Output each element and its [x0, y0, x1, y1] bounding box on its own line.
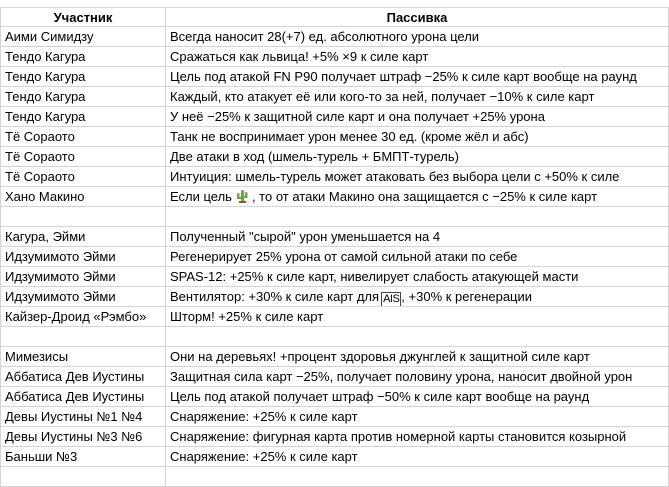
table-row	[0, 67, 669, 87]
participant-cell[interactable]: Тендо Кагура	[0, 87, 166, 107]
participant-cell[interactable]: Идзумимото Эйми	[0, 287, 166, 307]
participant-cell[interactable]	[0, 467, 166, 487]
table-row	[0, 347, 669, 367]
participant-cell[interactable]: Идзумимото Эйми	[0, 247, 166, 267]
table-row	[0, 87, 669, 107]
header-row	[0, 7, 669, 27]
participant-cell[interactable]: Идзумимото Эйми	[0, 267, 166, 287]
passive-cell[interactable]: Интуиция: шмель-турель может атаковать без выбора цели с +50% к силе	[166, 167, 669, 187]
participant-cell[interactable]: Аими Симидзу	[0, 27, 166, 47]
passive-cell[interactable]	[166, 467, 669, 487]
passive-text-before: Вентилятор: +30% к силе карт для	[170, 289, 380, 304]
passive-cell[interactable]: Всегда наносит 28(+7) ед. абсолютного урона цели	[166, 27, 669, 47]
passive-cell[interactable]: Каждый, кто атакует её или кого-то за ней, получает −10% к силе карт	[166, 87, 669, 107]
table-row	[0, 367, 669, 387]
header-participant[interactable]: Участник	[0, 7, 166, 27]
passive-cell[interactable]	[166, 287, 669, 307]
table-row	[0, 147, 669, 167]
table-row	[0, 167, 669, 187]
participant-cell[interactable]	[0, 327, 166, 347]
table-row	[0, 287, 669, 307]
passive-cell[interactable]: Полученный "сырой" урон уменьшается на 4	[166, 227, 669, 247]
table-row	[0, 427, 669, 447]
passive-cell[interactable]: Цель под атакой получает штраф −50% к силе карт вообще на раунд	[166, 387, 669, 407]
participant-cell[interactable]: Кайзер-Дроид «Рэмбо»	[0, 307, 166, 327]
table-row	[0, 227, 669, 247]
passive-cell[interactable]: Снаряжение: +25% к силе карт	[166, 407, 669, 427]
passive-cell[interactable]: У неё −25% к защитной силе карт и она получает +25% урона	[166, 107, 669, 127]
passive-cell[interactable]	[166, 187, 669, 207]
header-passive[interactable]: Пассивка	[166, 7, 669, 27]
passive-cell[interactable]: Снаряжение: фигурная карта против номерной карты становится козырной	[166, 427, 669, 447]
passive-cell[interactable]: Сражаться как львица! +5% ×9 к силе карт	[166, 47, 669, 67]
passive-cell[interactable]: Шторм! +25% к силе карт	[166, 307, 669, 327]
table-row	[0, 187, 669, 207]
participant-cell[interactable]	[0, 207, 166, 227]
table-row	[0, 47, 669, 67]
passive-cell[interactable]	[166, 207, 669, 227]
table-row	[0, 107, 669, 127]
participant-cell[interactable]: Баньши №3	[0, 447, 166, 467]
table-row	[0, 267, 669, 287]
participant-cell[interactable]: Кагура, Эйми	[0, 227, 166, 247]
table-row	[0, 407, 669, 427]
table-row	[0, 27, 669, 47]
passive-cell[interactable]: Защитная сила карт −25%, получает половину урона, наносит двойной урон	[166, 367, 669, 387]
participant-cell[interactable]: Аббатиса Дев Иустины	[0, 387, 166, 407]
passive-cell[interactable]: Танк не воспринимает урон менее 30 ед. (кроме жёл и абс)	[166, 127, 669, 147]
participant-cell[interactable]: Аббатиса Дев Иустины	[0, 367, 166, 387]
passive-text-after: , +30% к регенерации	[401, 289, 533, 304]
participant-cell[interactable]: Хано Макино	[0, 187, 166, 207]
passive-cell[interactable]: Регенерирует 25% урона от самой сильной атаки по себе	[166, 247, 669, 267]
passive-cell[interactable]: Цель под атакой FN P90 получает штраф −25% к силе карт вообще на раунд	[166, 67, 669, 87]
table-row	[0, 327, 669, 347]
participant-cell[interactable]: Девы Иустины №1 №4	[0, 407, 166, 427]
participant-cell[interactable]: Тендо Кагура	[0, 107, 166, 127]
passive-cell[interactable]: Снаряжение: +25% к силе карт	[166, 447, 669, 467]
table-row	[0, 307, 669, 327]
table-row	[0, 447, 669, 467]
participant-cell[interactable]: Тё Сораото	[0, 167, 166, 187]
table-row	[0, 387, 669, 407]
participant-cell[interactable]: Тендо Кагура	[0, 67, 166, 87]
participant-cell[interactable]: Девы Иустины №3 №6	[0, 427, 166, 447]
passive-text-before: Если цель	[170, 189, 232, 204]
passive-cell[interactable]: SPAS-12: +25% к силе карт, нивелирует слабость атакующей масти	[166, 267, 669, 287]
participant-cell[interactable]: Тё Сораото	[0, 147, 166, 167]
table-row	[0, 247, 669, 267]
passive-cell[interactable]	[166, 327, 669, 347]
table-row	[0, 127, 669, 147]
ais-badge: AIS	[383, 293, 400, 305]
cactus-icon	[235, 189, 249, 203]
participant-cell[interactable]: Тендо Кагура	[0, 47, 166, 67]
table-row	[0, 207, 669, 227]
passive-text-after: , то от атаки Макино она защищается с −25% к силе карт	[251, 189, 598, 204]
participant-cell[interactable]: Тё Сораото	[0, 127, 166, 147]
participant-cell[interactable]: Мимезисы	[0, 347, 166, 367]
passive-cell[interactable]: Две атаки в ход (шмель-турель + БМПТ-турель)	[166, 147, 669, 167]
passive-cell[interactable]: Они на деревьях! +процент здоровья джунглей к защитной силе карт	[166, 347, 669, 367]
table-row	[0, 467, 669, 487]
